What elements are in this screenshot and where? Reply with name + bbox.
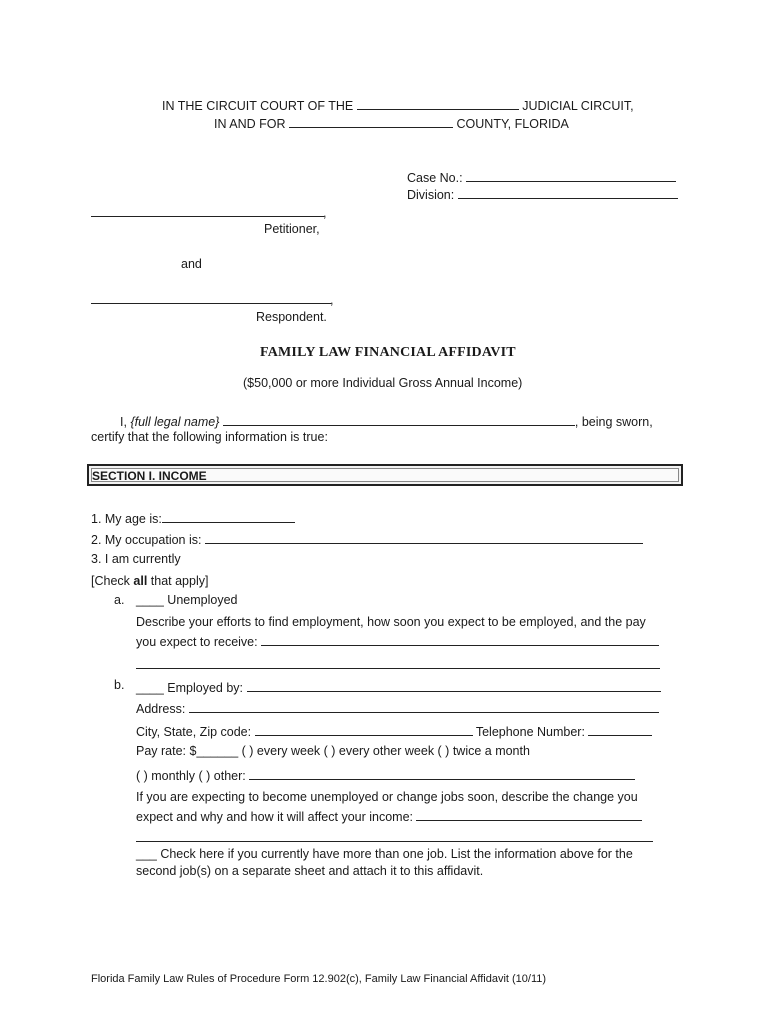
division-label: Division: <box>407 188 455 202</box>
check-all-note <box>91 574 208 588</box>
occupation-field[interactable] <box>205 530 643 544</box>
address-field[interactable] <box>189 699 659 713</box>
unemployed-describe-line2: you expect to receive: <box>136 635 258 649</box>
city-label: City, State, Zip code: <box>136 725 252 739</box>
change-description-field[interactable] <box>416 807 642 821</box>
employed-by-label: Employed by: <box>167 681 244 695</box>
unemployed-describe-row2 <box>136 632 659 649</box>
change-description-extra-line[interactable] <box>136 841 653 842</box>
employed-letter: b. <box>114 678 125 692</box>
age-row <box>91 509 295 526</box>
address-row <box>136 699 659 716</box>
form-title: FAMILY LAW FINANCIAL AFFIDAVIT <box>260 345 516 360</box>
unemployed-letter: a. <box>114 593 125 607</box>
expecting-line1: If you are expecting to become unemployed or change jobs soon, describe the change you <box>136 790 638 804</box>
monthly-row <box>136 766 635 783</box>
expecting-row2 <box>136 807 642 824</box>
petitioner-comma: , <box>323 206 327 220</box>
check-all-suffix: that apply] <box>147 574 209 588</box>
county-suffix: COUNTY, FLORIDA <box>456 117 569 131</box>
case-no-label: Case No.: <box>407 171 463 185</box>
court-header-prefix: IN THE CIRCUIT COURT OF THE <box>162 99 354 113</box>
court-header-suffix: JUDICIAL CIRCUIT, <box>522 99 634 113</box>
employer-field[interactable] <box>247 678 661 692</box>
form-footer: Florida Family Law Rules of Procedure Form 12.902(c), Family Law Financial Affidavit (10/11) <box>91 973 547 985</box>
court-header-line2 <box>214 114 569 131</box>
county-field[interactable] <box>289 114 453 128</box>
telephone-label: Telephone Number: <box>475 725 585 739</box>
city-row <box>136 722 652 739</box>
full-legal-name-hint: {full legal name} <box>130 415 220 429</box>
oath-prefix: I, <box>120 415 127 429</box>
age-label: 1. My age is: <box>91 512 162 526</box>
age-field[interactable] <box>162 509 295 523</box>
monthly-other-options[interactable]: ( ) monthly ( ) other: <box>136 769 246 783</box>
unemployed-label: Unemployed <box>167 593 238 607</box>
other-frequency-field[interactable] <box>249 766 635 780</box>
division-field[interactable] <box>458 185 678 199</box>
payrate-label: Pay rate: $ <box>136 744 197 758</box>
respondent-comma: , <box>330 293 334 307</box>
division-row <box>407 185 678 202</box>
section-income-header <box>87 464 683 486</box>
form-subtitle: ($50,000 or more Individual Gross Annual Income) <box>243 376 523 390</box>
employed-checkbox-blank[interactable]: ____ <box>136 681 164 695</box>
pay-frequency-options[interactable]: ( ) every week ( ) every other week ( ) twice a month <box>241 744 530 758</box>
currently-label: 3. I am currently <box>91 552 181 566</box>
address-label: Address: <box>136 702 186 716</box>
payrate-row <box>136 744 530 758</box>
occupation-label: 2. My occupation is: <box>91 533 202 547</box>
occupation-row <box>91 530 643 547</box>
petitioner-label: Petitioner, <box>264 222 320 236</box>
respondent-name-field[interactable] <box>91 303 331 304</box>
petitioner-name-field[interactable] <box>91 216 324 217</box>
respondent-label: Respondent. <box>256 310 327 324</box>
case-no-field[interactable] <box>466 168 676 182</box>
county-prefix: IN AND FOR <box>214 117 286 131</box>
city-field[interactable] <box>255 722 473 736</box>
employed-row <box>136 678 661 695</box>
case-no-row <box>407 168 676 185</box>
payrate-blank[interactable]: ______ <box>196 744 239 758</box>
unemployed-row <box>136 593 237 607</box>
more-than-one-job-line2: second job(s) on a separate sheet and attach it to this affidavit. <box>136 864 484 878</box>
full-legal-name-field[interactable] <box>223 412 575 426</box>
pay-expect-field[interactable] <box>261 632 659 646</box>
section-income-label: SECTION I. INCOME <box>92 469 207 483</box>
oath-line2: certify that the following information is true: <box>91 430 328 444</box>
judicial-circuit-field[interactable] <box>357 96 519 110</box>
expecting-line2: expect and why and how it will affect your income: <box>136 810 413 824</box>
oath-line1 <box>120 412 653 429</box>
oath-suffix: , being sworn, <box>574 415 653 429</box>
check-all-prefix: [Check <box>91 574 134 588</box>
court-header-line1 <box>162 96 634 113</box>
unemployed-describe-line1: Describe your efforts to find employment, how soon you expect to be employed, and the pay <box>136 615 646 629</box>
and-label: and <box>181 257 202 271</box>
unemployed-extra-line[interactable] <box>136 668 660 669</box>
more-than-one-job-line1[interactable]: ___ Check here if you currently have more than one job. List the information above for the <box>136 847 633 861</box>
check-all-bold: all <box>133 574 148 588</box>
telephone-field[interactable] <box>588 722 652 736</box>
unemployed-checkbox-blank[interactable]: ____ <box>136 593 164 607</box>
